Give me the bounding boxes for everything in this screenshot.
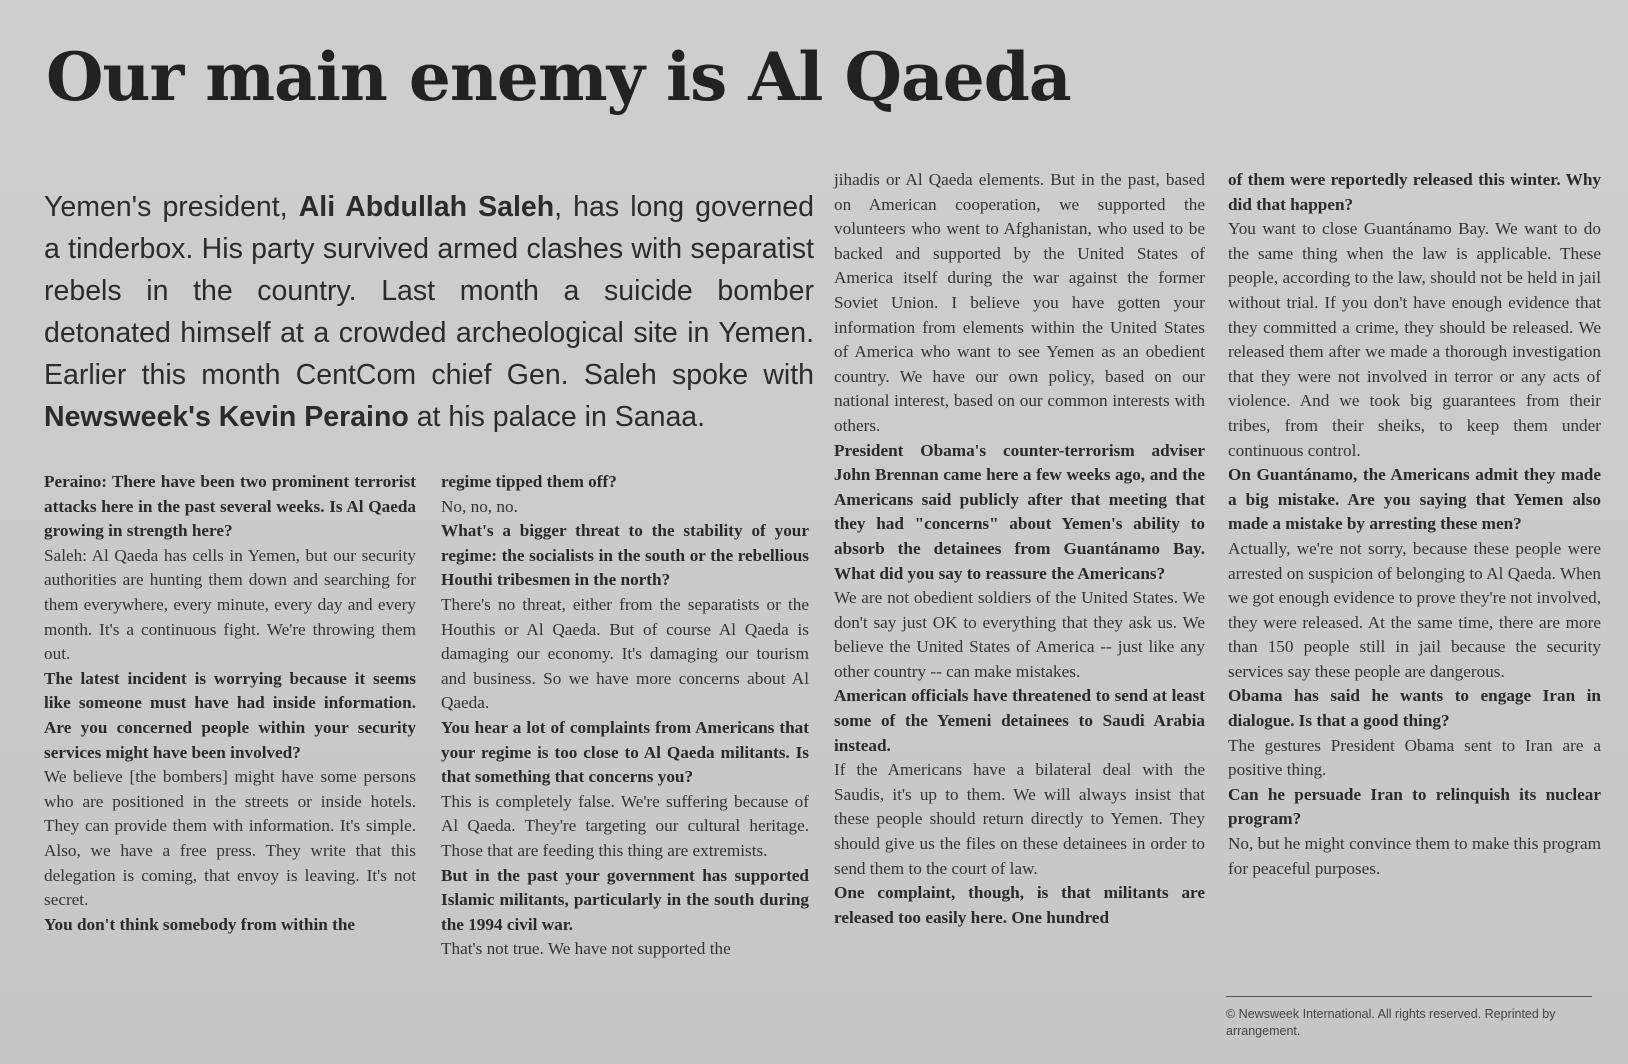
question: You hear a lot of complaints from Americans that your regime is too close to Al Qaeda militants. Is that something that concerns you? bbox=[441, 717, 809, 787]
question: Peraino: There have been two prominent terrorist attacks here in the past several weeks. Is Al Qaeda growing in strength here? bbox=[44, 472, 416, 541]
answer: No, no, no. bbox=[441, 496, 518, 516]
answer: We are not obedient soldiers of the United States. We don't say just OK to everything that they ask us. We believe the United States of America -- just like any other country -- can make mistakes. bbox=[834, 588, 1205, 681]
answer: Saleh: Al Qaeda has cells in Yemen, but our security authorities are hunting them down and searching for them everywhere, every minute, every day and every month. It's a continuous fight. We're throwing them out. bbox=[44, 545, 416, 664]
copyright-notice: © Newsweek International. All rights reserved. Reprinted by arrangement. bbox=[1226, 1007, 1556, 1038]
question: One complaint, though, is that militants are released too easily here. One hundred bbox=[834, 883, 1205, 927]
question: regime tipped them off? bbox=[441, 472, 617, 491]
column-4 bbox=[1228, 168, 1601, 881]
intro-text-2: , has long governed a tinderbox. His party survived armed clashes with separatist rebels in the country. Last month a suicide bomber detonated himself at a crowded archeological site in Yemen. Earlier this month CentCom chief Gen. Saleh spoke with bbox=[44, 191, 815, 391]
question: President Obama's counter-terrorism adviser John Brennan came here a few weeks ago, and the Americans said publicly after that meeting that they had "concerns" about Yemen's ability to absorb the detainees from Guantánamo Bay. What did you say to reassure the Americans? bbox=[834, 440, 1205, 583]
question: But in the past your government has supported Islamic militants, particularly in the south during the 1994 civil war. bbox=[441, 865, 809, 934]
column-1 bbox=[44, 470, 416, 937]
question: Obama has said he wants to engage Iran in dialogue. Is that a good thing? bbox=[1228, 686, 1601, 731]
answer: Actually, we're not sorry, because these people were arrested on suspicion of belonging to Al Qaeda. When we got enough evidence to prove they're not involved, they were released. At the same time, there are more than 150 people still in jail because the security services say these people are dangerous. bbox=[1228, 538, 1601, 681]
question: of them were reportedly released this winter. Why did that happen? bbox=[1228, 170, 1601, 214]
footer-divider bbox=[1226, 996, 1592, 997]
answer: jihadis or Al Qaeda elements. But in the past, based on American cooperation, we supported the volunteers who went to Afghanistan, who used to be backed and supported by the United States of America itself during the war against the former Soviet Union. I believe you have gotten your information from elements within the United States of America who want to see Yemen as an obedient country. We have our own policy, based on our national interest, based on our common interests with others. bbox=[834, 170, 1205, 435]
question: The latest incident is worrying because it seems like someone must have had inside information. Are you concerned people within your security services might have been involved? bbox=[44, 668, 416, 762]
answer: This is completely false. We're suffering because of Al Qaeda. They're targeting our cultural heritage. Those that are feeding this thing are extremists. bbox=[441, 791, 809, 860]
column-2 bbox=[441, 470, 809, 962]
question: What's a bigger threat to the stability of your regime: the socialists in the south or the rebellious Houthi tribesmen in the north? bbox=[441, 521, 809, 590]
answer: That's not true. We have not supported the bbox=[441, 939, 731, 959]
intro-text-3: at his palace in Sanaa. bbox=[408, 401, 706, 433]
intro-text-1: Yemen's president, bbox=[44, 191, 299, 223]
intro-paragraph bbox=[44, 186, 814, 438]
question: You don't think somebody from within the bbox=[44, 914, 356, 934]
question: American officials have threatened to send at least some of the Yemeni detainees to Saudi Arabia instead. bbox=[834, 686, 1205, 755]
intro-name-saleh: Ali Abdullah Saleh bbox=[298, 191, 555, 223]
intro-name-peraino: Newsweek's Kevin Peraino bbox=[44, 401, 409, 433]
question: On Guantánamo, the Americans admit they made a big mistake. Are you saying that Yemen also made a mistake by arresting these men? bbox=[1228, 465, 1601, 534]
headline: Our main enemy is Al Qaeda bbox=[46, 38, 1071, 116]
answer: If the Americans have a bilateral deal with the Saudis, it's up to them. We will always insist that these people should return directly to Yemen. They should give us the files on these detainees in order to send them to the court of law. bbox=[834, 760, 1205, 878]
column-3 bbox=[834, 168, 1205, 930]
answer: No, but he might convince them to make this program for peaceful purposes. bbox=[1228, 834, 1601, 878]
answer: The gestures President Obama sent to Iran are a positive thing. bbox=[1228, 735, 1601, 780]
answer: There's no threat, either from the separatists or the Houthis or Al Qaeda. But of course Al Qaeda is damaging our economy. It's damaging our tourism and business. So we have more concerns about Al Qaeda. bbox=[441, 594, 809, 713]
question: Can he persuade Iran to relinquish its nuclear program? bbox=[1228, 784, 1601, 829]
answer: We believe [the bombers] might have some persons who are positioned in the streets or inside hotels. They can provide them with information. It's simple. Also, we have a free press. They write that this delegation is coming, that envoy is leaving. It's not secret. bbox=[44, 767, 416, 910]
answer: You want to close Guantánamo Bay. We want to do the same thing when the law is applicable. These people, according to the law, should not be held in jail without trial. If you don't have enough evidence that they committed a crime, they should be released. We released them after we made a thorough investigation that they were not involved in terror or any acts of violence. And we took big guarantees from their tribes, from their sheiks, to keep them under continuous control. bbox=[1228, 219, 1601, 460]
